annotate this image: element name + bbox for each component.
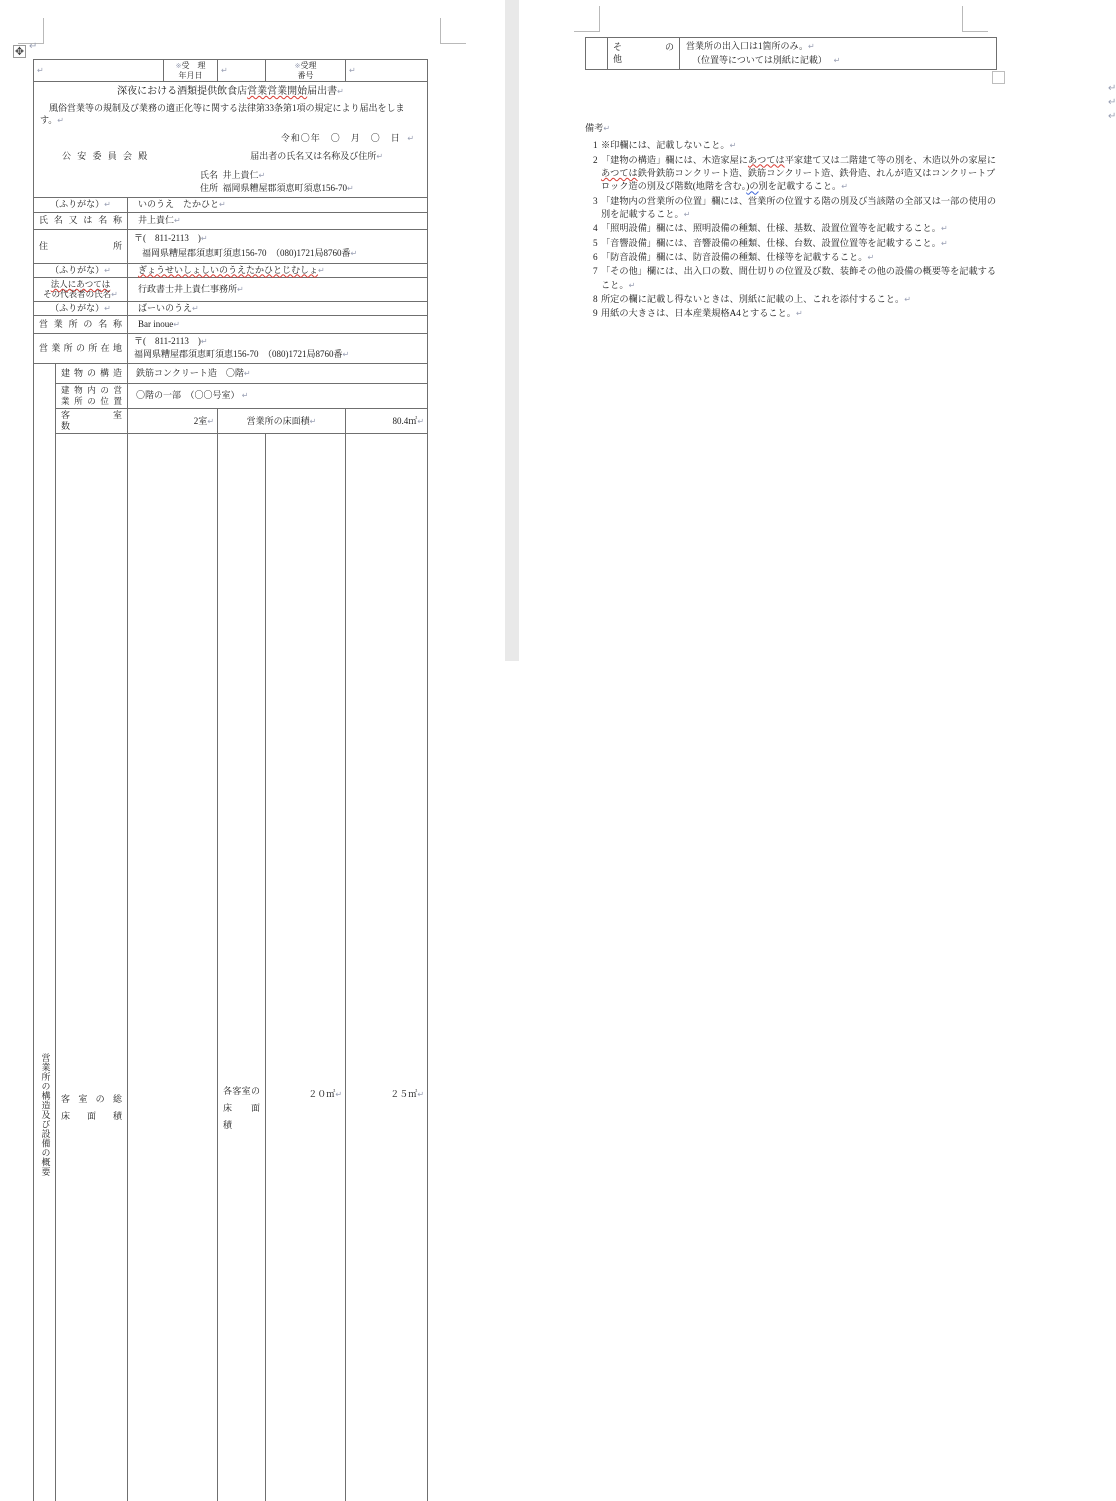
- note-text: 「建物内の営業所の位置」欄には、営業所の位置する階の別及び当該階の全部又は一部の使用の別を記載すること。↵: [601, 195, 997, 220]
- page-left: [0, 0, 505, 1177]
- note-text: 「防音設備」欄には、防音設備の種類、仕様等を記載すること。↵: [601, 252, 875, 263]
- shop-address-label: 営 業 所 の 所 在 地: [34, 333, 128, 363]
- corp-label: 法人にあつては その代表者の氏名↵: [34, 277, 128, 301]
- table-move-handle[interactable]: ✥: [14, 45, 25, 58]
- receipt-number-value[interactable]: ↵: [346, 60, 428, 82]
- each-room-area-label: 各客室の 床 面 積: [218, 434, 266, 1501]
- note-text: 「その他」欄には、出入口の数、間仕切りの位置及び数、装飾その他の設備の概要等を記載すること。↵: [601, 266, 997, 290]
- submitter-name-line[interactable]: 氏名 井上貴仁↵: [200, 169, 266, 180]
- name-furigana-value[interactable]: いのうえ たかひと↵: [128, 198, 428, 212]
- note-number: 6: [593, 252, 598, 263]
- other-value[interactable]: 営業所の出入口は1箇所のみ。↵ （位置等については別紙に記載） ↵: [680, 38, 997, 70]
- address-value[interactable]: 〒( 811-2113 )↵ 福岡県糟屋郡須恵町須恵156‐70 （080)1721局8760番↵: [128, 229, 428, 263]
- form-title: 深夜における酒類提供飲食店営業営業開始届出書↵: [117, 86, 344, 97]
- structure-section-vertical-label-continued: [586, 38, 608, 70]
- receipt-header-row: [34, 60, 428, 82]
- shop-position-label: 建 物 内 の 営 業 所 の 位 置: [56, 383, 128, 408]
- submitter-label: 届出者の氏名又は名称及び住所↵: [250, 150, 384, 161]
- name-row: [34, 212, 428, 229]
- submitter-address-line[interactable]: 住所 福岡県糟屋郡須恵町須恵156‐70↵: [200, 183, 354, 194]
- shop-address-value[interactable]: 〒( 811-2113 )↵ 福岡県糟屋郡須恵町須恵156‐70 （080)1721局8760番↵: [128, 333, 428, 363]
- other-row-table: [585, 37, 997, 70]
- note-text: 「音響設備」欄には、音響設備の種類、仕様、台数、設置位置等を記載すること。↵: [601, 237, 948, 248]
- name-label: 氏 名 又 は 名 称: [34, 212, 128, 229]
- blank-paragraph-mark-3: ↵: [1108, 111, 1116, 122]
- note-number: 9: [593, 308, 598, 319]
- building-structure-label: 建 物 の 構 造: [56, 363, 128, 383]
- corp-value[interactable]: 行政書士井上貴仁事務所↵: [128, 277, 428, 301]
- note-text: 「建物の構造」欄には、木造家屋にあつては平家建て又は二階建て等の別を、木造以外の家屋にあつては鉄骨鉄筋コンクリート造、鉄筋コンクリート造、鉄骨造、れんが造又はコンクリートブロック造の別及び階数(地階を含む。)の別を記載すること。↵: [601, 154, 997, 192]
- blank-paragraph-mark-1: ↵: [1108, 83, 1116, 94]
- note-number: 5: [593, 237, 598, 248]
- structure-section-vertical-label: 営業所の構造及び設備の概要: [34, 363, 56, 1501]
- building-structure-value[interactable]: 鉄筋コンクリート造 〇階↵: [128, 363, 428, 383]
- notification-form-table: [33, 59, 428, 1501]
- page-right: [519, 0, 1116, 661]
- address-label: 住 所: [34, 229, 128, 263]
- note-number: 1: [593, 140, 598, 151]
- room-count-row: [34, 408, 428, 434]
- corp-furigana-row: [34, 263, 428, 277]
- note-item: [585, 237, 997, 250]
- furigana-label-name: （ふりがな）↵: [34, 198, 128, 212]
- floor-area-value[interactable]: 80.4㎡↵: [346, 408, 428, 434]
- form-header-block: [34, 82, 428, 198]
- receipt-date-value[interactable]: ↵: [218, 60, 266, 82]
- total-room-area-label: 客 室 の 総 床 面 積: [56, 434, 128, 1501]
- name-value[interactable]: 井上貴仁↵: [128, 212, 428, 229]
- note-number: 2: [593, 154, 598, 165]
- note-item: [585, 293, 997, 306]
- note-number: 3: [593, 195, 598, 206]
- receipt-blank-cell[interactable]: ↵: [34, 60, 164, 82]
- other-label: そ の 他: [608, 38, 680, 70]
- corp-name-row: [34, 277, 428, 301]
- furigana-label-shop: （ふりがな）↵: [34, 301, 128, 315]
- table-resize-handle[interactable]: [992, 71, 1005, 84]
- notes-section: [585, 122, 997, 322]
- room-count-label: 客 室 数: [56, 408, 128, 434]
- floor-area-label: 営業所の床面積↵: [218, 408, 346, 434]
- receipt-date-label: ※受 理 年月日: [164, 60, 218, 82]
- note-item: [585, 222, 997, 235]
- each-room-area-value-2[interactable]: ２５㎡↵: [346, 434, 428, 1501]
- total-room-area-value[interactable]: [128, 434, 218, 1501]
- blank-paragraph-mark-2: ↵: [1108, 97, 1116, 108]
- other-row: [586, 38, 997, 70]
- note-text: 用紙の大きさは、日本産業規格A4とすること。↵: [601, 308, 803, 319]
- notes-heading: 備考↵: [585, 123, 611, 133]
- shop-position-value[interactable]: 〇階の一部 （〇〇号室） ↵: [128, 383, 428, 408]
- note-item: [585, 154, 997, 194]
- note-item: [585, 251, 997, 264]
- address-row: [34, 229, 428, 263]
- receipt-number-label: ※受理 番号: [266, 60, 346, 82]
- note-number: 7: [593, 266, 598, 277]
- total-room-area-row-1: [34, 434, 428, 1501]
- name-furigana-row: [34, 198, 428, 212]
- note-text: 所定の欄に記載し得ないときは、別紙に記載の上、これを添付すること。↵: [601, 294, 911, 305]
- form-lead-text: 風俗営業等の規制及び業務の適正化等に関する法律第33条第1項の規定により届出をします。↵: [40, 102, 405, 125]
- paragraph-mark: ↵: [29, 41, 38, 52]
- note-item: [585, 307, 997, 320]
- page-separator-gap: [505, 0, 519, 661]
- note-text: ※印欄には、記載しないこと。↵: [601, 140, 737, 151]
- shop-furigana-row: [34, 301, 428, 315]
- shop-name-label: 営 業 所 の 名 称: [34, 315, 128, 333]
- furigana-label-corp: （ふりがな）↵: [34, 263, 128, 277]
- note-text: 「照明設備」欄には、照明設備の種類、仕様、基数、設置位置等を記載すること。↵: [601, 223, 948, 234]
- shop-name-value[interactable]: Bar inoue↵: [128, 315, 428, 333]
- note-item: [585, 139, 997, 152]
- building-structure-row: [34, 363, 428, 383]
- shop-address-row: [34, 333, 428, 363]
- each-room-area-value-1[interactable]: ２０㎡↵: [266, 434, 346, 1501]
- form-date-line[interactable]: 令和〇年 〇 月 〇 日 ↵: [280, 133, 416, 144]
- note-item: [585, 265, 997, 292]
- corp-furigana-value[interactable]: ぎょうせいしょしいのうえたかひとじむしょ↵: [128, 263, 428, 277]
- addressee-and-submitter-row: [40, 151, 421, 162]
- addressee-label: 公 安 委 員 会 殿: [62, 150, 150, 161]
- note-number: 4: [593, 223, 598, 234]
- shop-position-row: [34, 383, 428, 408]
- room-count-value[interactable]: 2室↵: [128, 408, 218, 434]
- shop-furigana-value[interactable]: ばーいのうえ↵: [128, 301, 428, 315]
- note-number: 8: [593, 294, 598, 305]
- shop-name-row: [34, 315, 428, 333]
- note-item: [585, 195, 997, 222]
- form-header-block-row: [34, 82, 428, 198]
